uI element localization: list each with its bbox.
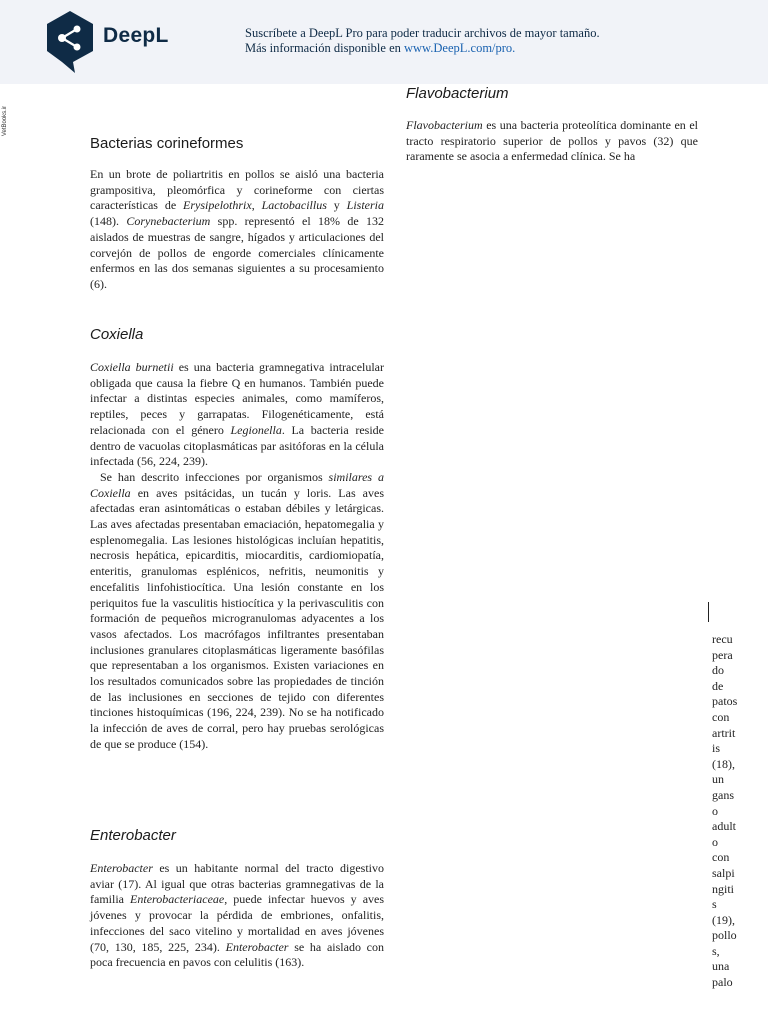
promo-line-2 (245, 41, 600, 56)
narrow-line: gans (712, 787, 734, 802)
heading-enterobacter: Enterobacter (90, 827, 176, 844)
paragraph-flavobacterium: Flavobacterium es una bacteria proteolítica dominante en el tracto respiratorio superior de pollos y pavos (32) que raramente se asocia a enfermedad clínica. Se ha (406, 118, 698, 164)
narrow-text-column (712, 632, 752, 991)
narrow-line: adult (712, 819, 736, 834)
paragraph-corineformes: En un brote de poliartritis en pollos se aisló una bacteria grampositiva, pleomórfica y corineforme con ciertas características de Erysipelothrix, Lactobacillus y Listeria (148). Corynebacterium spp. representó el 18% de 132 aislados de muestras de sangre, hígados y articulaciones del corvejón de pollos de engorde comerciales clínicamente enfermos en las dos semanas siguientes a su procesamiento (6). (90, 167, 384, 291)
narrow-line: recu (712, 632, 733, 646)
promo-line-1: Suscríbete a DeepL Pro para poder traducir archivos de mayor tamaño. (245, 26, 600, 40)
text-cursor (708, 602, 709, 622)
narrow-line: palo (712, 975, 733, 990)
narrow-line: s (712, 897, 717, 912)
heading-coxiella: Coxiella (90, 326, 144, 343)
narrow-line: is (712, 741, 721, 756)
narrow-line: patos (712, 694, 738, 709)
promo-link[interactable]: www.DeepL.com/pro. (404, 41, 516, 55)
narrow-line: con (712, 850, 730, 865)
heading-flavobacterium: Flavobacterium (406, 85, 509, 102)
narrow-line: ngiti (712, 881, 735, 896)
narrow-line: un (712, 772, 724, 787)
narrow-line: do (712, 663, 724, 678)
heading-corineformes: Bacterias corineformes (90, 135, 244, 152)
deepl-logo[interactable] (45, 10, 195, 74)
narrow-line: una (712, 959, 730, 974)
promo-text (245, 26, 600, 56)
narrow-line: (18), (712, 756, 735, 771)
paragraph-coxiella-1: Coxiella burnetii es una bacteria gramnegativa intracelular obligada que causa la fiebre Q en humanos. También puede infectar a distintas especies animales, como mamíferos, reptiles, peces y garrapatas. Filogenéticamente, está relacionada con el género Legionella. La bacteria reside dentro de vacuolas citoplasmáticas par asitóforas en la célula infectada (56, 224, 239). (90, 360, 385, 469)
deepl-logo-icon (45, 10, 95, 74)
deepl-banner (0, 0, 768, 84)
narrow-line: o (712, 834, 718, 849)
narrow-line: pera (712, 647, 733, 662)
paragraph-enterobacter: Enterobacter es un habitante normal del tracto digestivo aviar (17). Al igual que otras bacterias gramnegativas de la familia Enterobacteriaceae, puede infectar huevos y aves jóvenes y provocar la pérdida de embriones, onfalitis, infecciones del saco vitelino y mortalidad en aves jóvenes (70, 130, 185, 225, 234). Enterobacter se ha aislado con poca frecuencia en pavos con celulitis (163). (90, 861, 385, 970)
narrow-line: artrit (712, 725, 736, 740)
logo-text: DeepL (103, 24, 169, 47)
section-coxiella (90, 360, 384, 753)
narrow-line: con (712, 709, 730, 724)
paragraph-coxiella-2: Se han descrito infecciones por organismos similares a Coxiella en aves psitácidas, un tucán y loris. Las aves afectadas eran asintomáticas o estaban débiles y letárgicas. Las aves afectadas presentaban emaciación, hepatomegalia y esplenomegalia. Las lesiones histológicas incluían hepatitis, necrosis hepática, epicarditis, miocarditis, cardiomiopatía, enteritis, granulomas esplénicos, nefritis, neumonitis y encefalitis linfohistiocítica. Una lesión constante en los periquitos fue la vasculitis histiocítica y la perivasculitis con formación de pequeños microgranulomas adyacentes a los vasos afectados. Los macrófagos infiltrantes presentaban inclusiones granulares citoplasmáticas ligeramente basófilas que representaban a los organismos. Existen variaciones en los resultados comunicados sobre las propiedades de tinción de las inclusiones en secciones de tejido con diferentes tinciones histoquímicas (196, 224, 239). No se ha notificado la infección de aves de corral, pero hay pruebas serológicas de que se produce (154). (90, 469, 385, 751)
side-watermark: VetBooks.ir (2, 105, 9, 137)
narrow-line: s, (712, 943, 720, 958)
narrow-line: o (712, 803, 718, 818)
promo-prefix: Más información disponible en (245, 41, 404, 55)
narrow-line: pollo (712, 928, 737, 943)
narrow-line: (19), (712, 912, 735, 927)
narrow-line: salpi (712, 865, 735, 880)
narrow-line: de (712, 678, 724, 693)
